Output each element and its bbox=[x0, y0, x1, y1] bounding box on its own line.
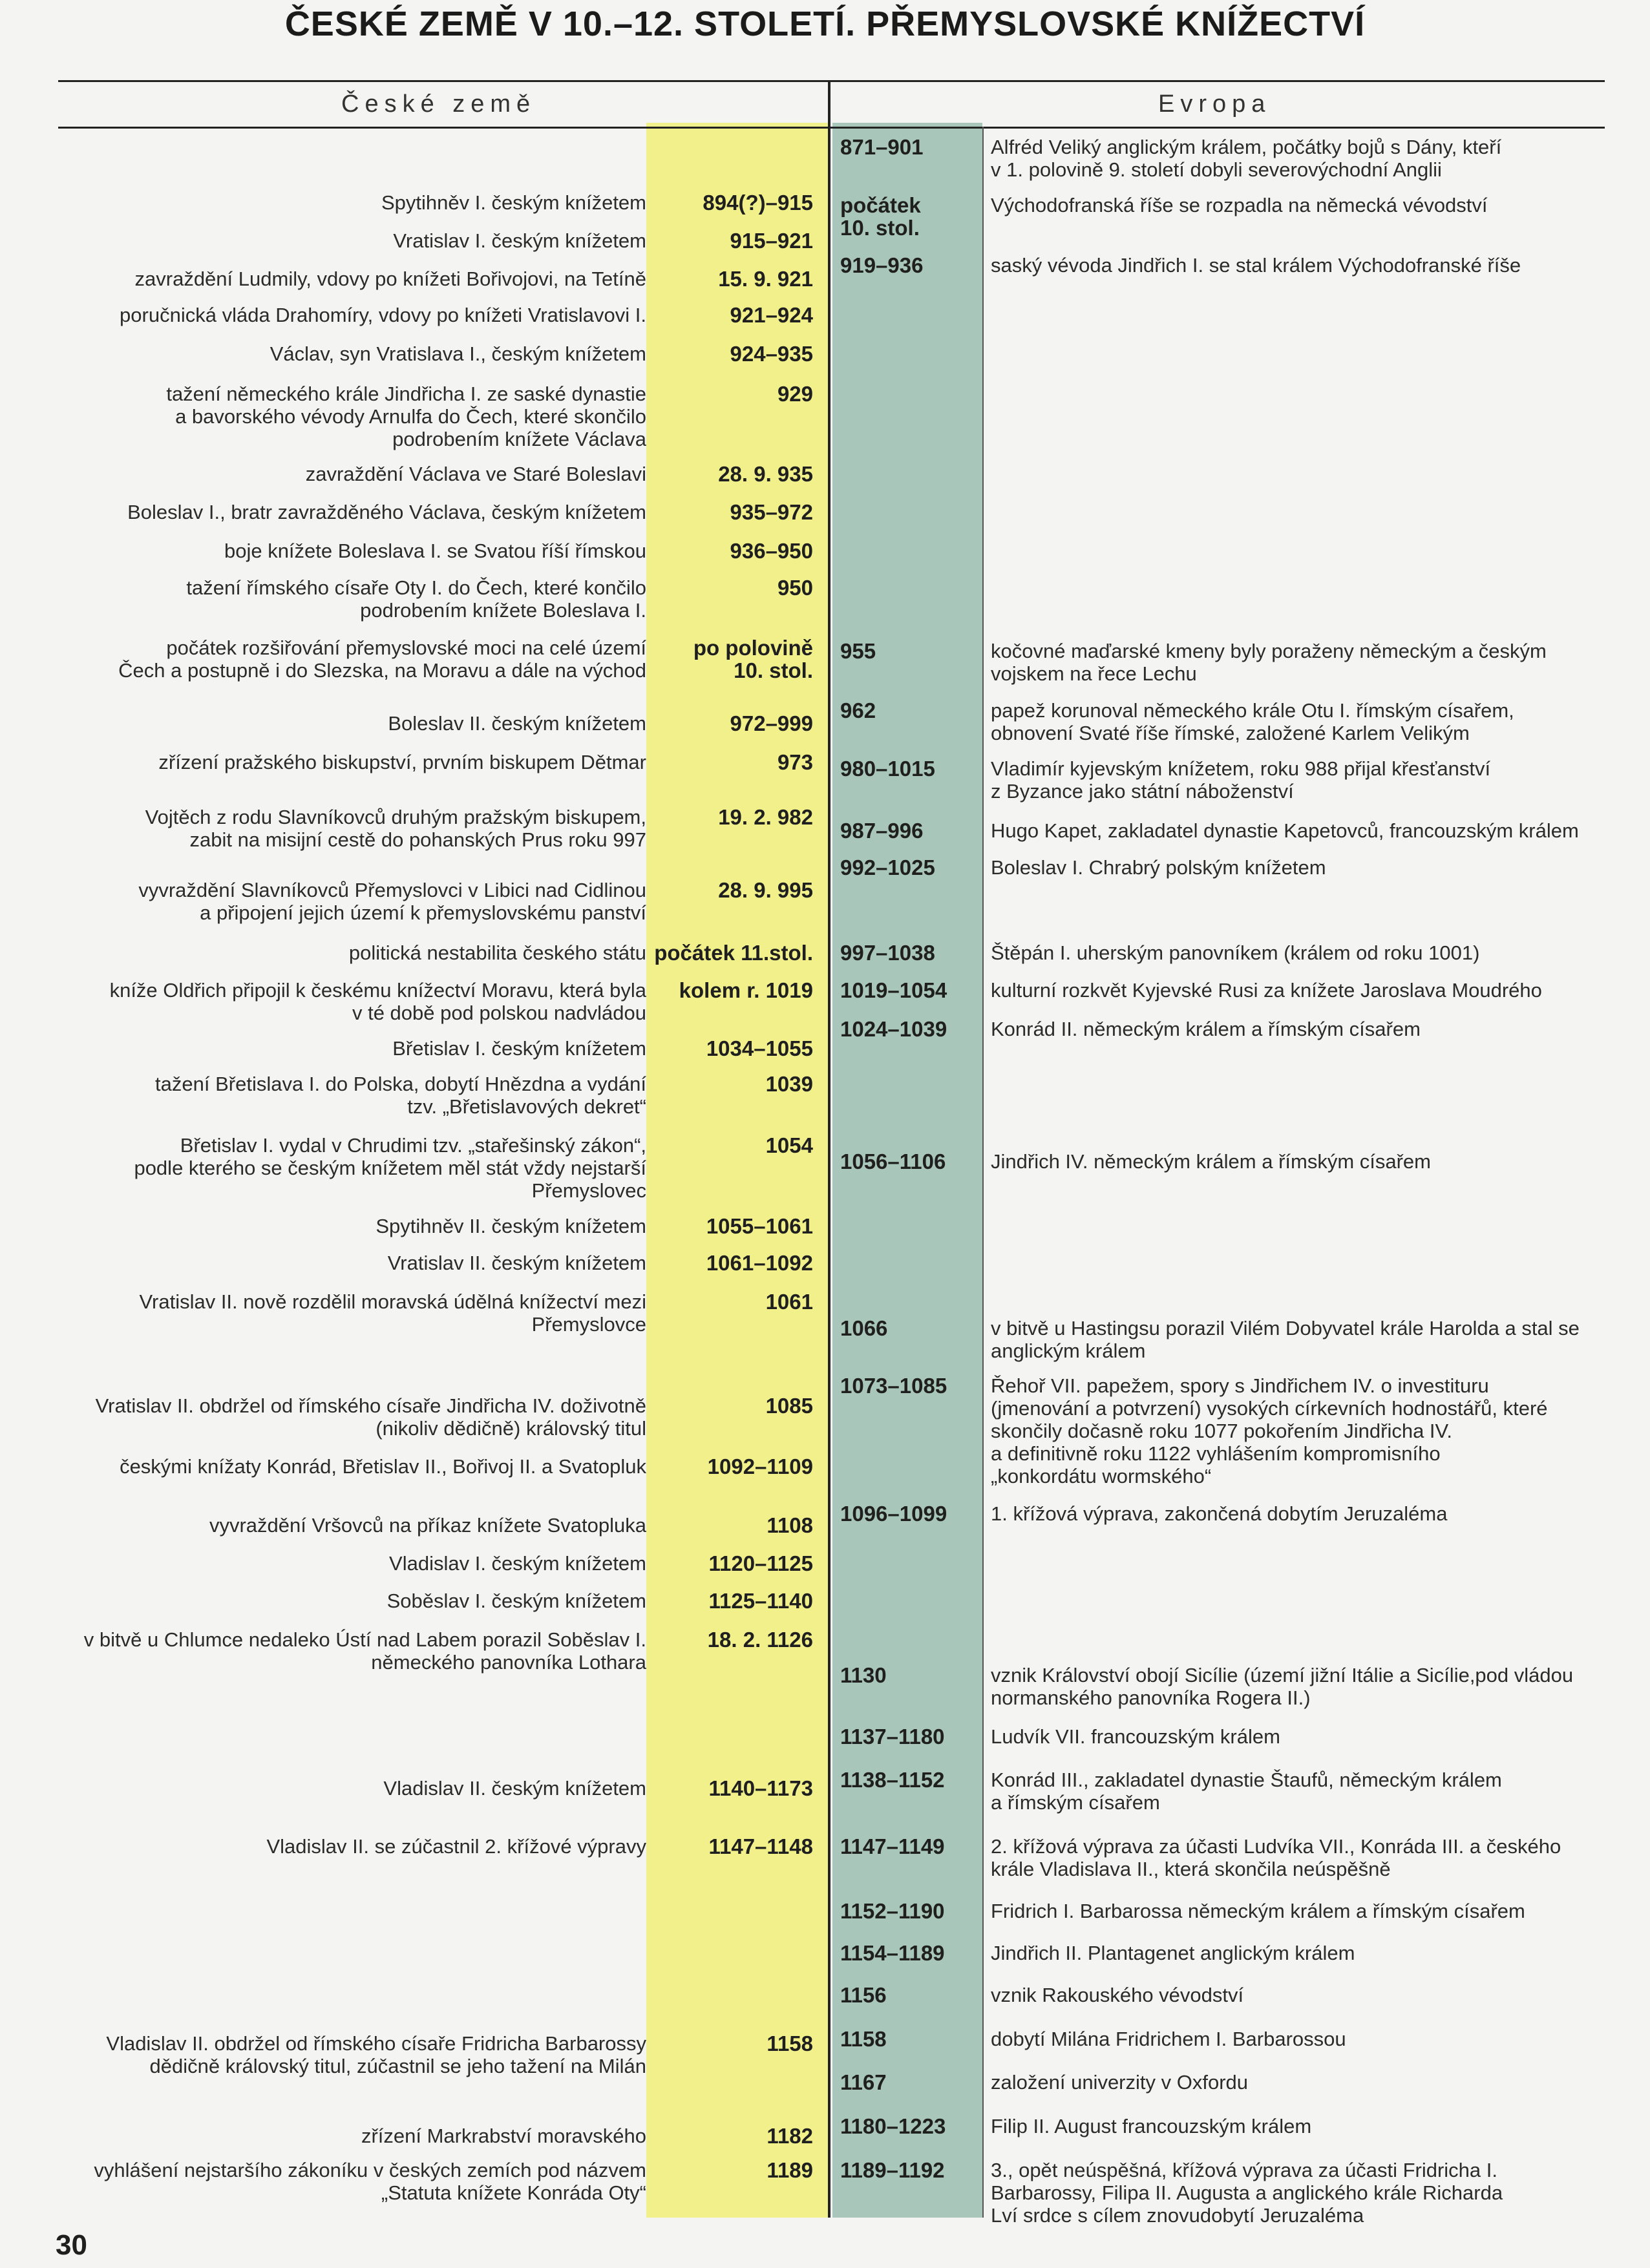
europe-event-text: vznik Rakouského vévodství bbox=[991, 1984, 1244, 2006]
czech-event-text: Vladislav I. českým knížetem bbox=[389, 1552, 646, 1575]
europe-event-date: 1154–1189 bbox=[840, 1941, 945, 1965]
header-europe: Evropa bbox=[1158, 90, 1271, 118]
europe-event-text: Východofranská říše se rozpadla na německá vévodství bbox=[991, 194, 1488, 216]
czech-event-date: 972–999 bbox=[730, 711, 813, 735]
czech-event-date: 936–950 bbox=[730, 539, 813, 563]
page-number: 30 bbox=[56, 2229, 87, 2261]
europe-event-date: 1019–1054 bbox=[840, 978, 947, 1002]
europe-event-date: 955 bbox=[840, 639, 876, 663]
czech-event-text: Spytihněv I. českým knížetem bbox=[381, 191, 646, 214]
europe-event-date: 962 bbox=[840, 698, 876, 722]
czech-event-date: 1108 bbox=[767, 1513, 813, 1537]
czech-event-text: vyhlášení nejstaršího zákoníku v českých zemích pod názvem „Statuta knížete Konráda Oty“ bbox=[94, 2159, 646, 2204]
europe-event-date: 1147–1149 bbox=[840, 1834, 945, 1858]
europe-event-text: 2. křížová výprava za účasti Ludvíka VII., Konráda III. a českého krále Vladislava II., která skončila neúspěšně bbox=[991, 1835, 1561, 1880]
czech-event-date: 1125–1140 bbox=[708, 1589, 813, 1613]
czech-event-text: zřízení pražského biskupství, prvním biskupem Dětmar bbox=[158, 751, 646, 773]
czech-event-text: Vojtěch z rodu Slavníkovců druhým pražským biskupem, zabit na misijní cestě do pohanských Prus roku 997 bbox=[145, 806, 646, 851]
czech-event-text: zavraždění Ludmily, vdovy po knížeti Bořivojovi, na Tetíně bbox=[134, 268, 646, 290]
europe-event-date: 1158 bbox=[840, 2027, 887, 2051]
czech-event-text: vyvraždění Slavníkovců Přemyslovci v Libici nad Cidlinou a připojení jejich území k přemyslovskému panství bbox=[138, 879, 646, 924]
czech-event-text: Vratislav II. nově rozdělil moravská údělná knížectví mezi Přemyslovce bbox=[139, 1290, 646, 1336]
czech-event-date: 19. 2. 982 bbox=[718, 805, 813, 829]
europe-event-date: 1137–1180 bbox=[840, 1725, 945, 1748]
europe-event-date: 1189–1192 bbox=[840, 2158, 945, 2182]
europe-event-text: Hugo Kapet, zakladatel dynastie Kapetovců, francouzským králem bbox=[991, 819, 1579, 842]
europe-event-text: Konrád II. německým králem a římským císařem bbox=[991, 1018, 1421, 1040]
czech-event-text: boje knížete Boleslava I. se Svatou říší římskou bbox=[224, 540, 646, 562]
czech-event-text: Václav, syn Vratislava I., českým knížetem bbox=[270, 342, 646, 365]
europe-event-text: dobytí Milána Fridrichem I. Barbarossou bbox=[991, 2028, 1346, 2050]
europe-event-text: Fridrich I. Barbarossa německým králem a římským císařem bbox=[991, 1900, 1525, 1922]
europe-event-text: saský vévoda Jindřich I. se stal králem Východofranské říše bbox=[991, 254, 1521, 277]
europe-event-text: papež korunoval německého krále Otu I. římským císařem, obnovení Svaté říše římské, založené Karlem Velikým bbox=[991, 699, 1514, 744]
czech-event-date: 935–972 bbox=[730, 500, 813, 524]
czech-event-date: 1120–1125 bbox=[708, 1551, 813, 1575]
czech-event-date: 973 bbox=[777, 750, 813, 774]
europe-event-date: 919–936 bbox=[840, 253, 924, 277]
czech-event-text: politická nestabilita českého státu bbox=[348, 941, 646, 964]
europe-event-date: 1167 bbox=[840, 2070, 887, 2094]
czech-event-date: po polovině 10. stol. bbox=[693, 636, 813, 682]
header-top-rule bbox=[58, 80, 1605, 82]
europe-event-text: založení univerzity v Oxfordu bbox=[991, 2071, 1249, 2094]
czech-event-date: 28. 9. 995 bbox=[718, 878, 813, 902]
europe-event-text: vznik Království obojí Sicílie (území jižní Itálie a Sicílie,pod vládou normanského panovníka Rogera II.) bbox=[991, 1664, 1574, 1709]
europe-event-text: Vladimír kyjevským knížetem, roku 988 přijal křesťanství z Byzance jako státní náboženství bbox=[991, 757, 1491, 803]
header-czech-lands: České země bbox=[341, 90, 536, 118]
czech-event-date: 950 bbox=[777, 576, 813, 600]
europe-event-text: v bitvě u Hastingsu porazil Vilém Dobyvatel krále Harolda a stal se anglickým králem bbox=[991, 1317, 1580, 1362]
czech-event-date: 929 bbox=[777, 382, 813, 406]
czech-event-date: 1054 bbox=[765, 1133, 813, 1157]
czech-event-date: 1034–1055 bbox=[706, 1036, 813, 1060]
europe-event-date: 1138–1152 bbox=[840, 1768, 945, 1792]
europe-event-date: 1130 bbox=[840, 1663, 887, 1687]
page-title: ČESKÉ ZEMĚ V 10.–12. STOLETÍ. PŘEMYSLOVSKÉ KNÍŽECTVÍ bbox=[284, 5, 1366, 43]
center-divider bbox=[828, 80, 830, 2218]
czech-event-date: 15. 9. 921 bbox=[718, 267, 813, 291]
czech-event-text: tažení Břetislava I. do Polska, dobytí Hnězdna a vydání tzv. „Břetislavových dekret“ bbox=[155, 1073, 646, 1118]
czech-event-text: tažení římského císaře Oty I. do Čech, které končilo podrobením knížete Boleslava I. bbox=[186, 576, 646, 622]
europe-event-text: Boleslav I. Chrabrý polským knížetem bbox=[991, 856, 1326, 879]
czech-event-date: 924–935 bbox=[730, 342, 813, 366]
czech-event-text: Vladislav II. se zúčastnil 2. křížové výpravy bbox=[266, 1835, 646, 1858]
czech-event-text: Vratislav II. českým knížetem bbox=[387, 1252, 646, 1274]
czech-event-text: počátek rozšiřování přemyslovské moci na celé území Čech a postupně i do Slezska, na Moravu a dále na východ bbox=[118, 636, 646, 682]
czech-event-text: Břetislav I. českým knížetem bbox=[392, 1037, 646, 1060]
europe-event-text: Štěpán I. uherským panovníkem (králem od roku 1001) bbox=[991, 941, 1480, 964]
czech-event-date: 1061–1092 bbox=[706, 1251, 813, 1275]
europe-event-text: 3., opět neúspěšná, křížová výprava za účasti Fridricha I. Barbarossy, Filipa II. Augusta a anglického krále Richarda Lví srdce s cílem znovudobytí Jeruzaléma bbox=[991, 2159, 1503, 2227]
europe-event-date: 1024–1039 bbox=[840, 1017, 947, 1041]
czech-event-date: 1092–1109 bbox=[707, 1454, 813, 1478]
czech-event-text: v bitvě u Chlumce nedaleko Ústí nad Labem porazil Soběslav I. německého panovníka Lothara bbox=[83, 1628, 646, 1674]
czech-event-date: 1140–1173 bbox=[708, 1776, 813, 1800]
europe-event-text: Alfréd Veliký anglickým králem, počátky bojů s Dány, kteří v 1. polovině 9. století dobyli severovýchodní Anglii bbox=[991, 136, 1502, 181]
czech-event-text: poručnická vláda Drahomíry, vdovy po knížeti Vratislavovi I. bbox=[120, 304, 646, 326]
czech-event-text: Vratislav I. českým knížetem bbox=[393, 229, 646, 252]
czech-event-text: Břetislav I. vydal v Chrudimi tzv. „stařešinský zákon“, podle kterého se českým knížetem měl stát vždy nejstarší Přemyslovec bbox=[134, 1134, 646, 1202]
czech-event-date: 1182 bbox=[767, 2124, 813, 2148]
europe-event-date: počátek 10. stol. bbox=[840, 193, 921, 240]
header-bottom-rule bbox=[58, 127, 1605, 129]
europe-event-date: 1056–1106 bbox=[840, 1150, 946, 1173]
europe-event-text: Jindřich II. Plantagenet anglickým králem bbox=[991, 1942, 1355, 1964]
left-dates-column bbox=[646, 123, 829, 2218]
czech-event-date: 1061 bbox=[765, 1290, 813, 1314]
czech-event-date: počátek 11.stol. bbox=[654, 941, 813, 965]
czech-event-text: vyvraždění Vršovců na příkaz knížete Svatopluka bbox=[209, 1514, 646, 1537]
europe-event-date: 1096–1099 bbox=[840, 1502, 947, 1526]
europe-event-date: 980–1015 bbox=[840, 757, 935, 781]
czech-event-text: Vratislav II. obdržel od římského císaře Jindřicha IV. doživotně (nikoliv dědičně) královský titul bbox=[95, 1394, 646, 1440]
czech-event-text: tažení německého krále Jindřicha I. ze saské dynastie a bavorského vévody Arnulfa do Čech, které skončilo podrobením knížete Václava bbox=[166, 383, 646, 450]
czech-event-date: 18. 2. 1126 bbox=[707, 1628, 813, 1652]
europe-event-date: 1180–1223 bbox=[840, 2114, 946, 2138]
czech-event-date: 28. 9. 935 bbox=[718, 462, 813, 486]
europe-event-text: Jindřich IV. německým králem a římským císařem bbox=[991, 1150, 1432, 1173]
europe-event-date: 1066 bbox=[840, 1316, 888, 1340]
europe-event-date: 1152–1190 bbox=[840, 1899, 945, 1923]
czech-event-date: 1085 bbox=[765, 1394, 813, 1418]
europe-event-text: Konrád III., zakladatel dynastie Štaufů, německým králem a římským císařem bbox=[991, 1769, 1502, 1814]
europe-event-text: Řehoř VII. papežem, spory s Jindřichem IV. o investituru (jmenování a potvrzení) vysokých církevních hodnostářů, které skončily dočasně roku 1077 pokořením Jindřicha IV. a definitivně roku 1122 vyhlášením kompromisního „konkordátu wormského“ bbox=[991, 1374, 1548, 1487]
czech-event-date: 1147–1148 bbox=[708, 1834, 813, 1858]
czech-event-text: Boleslav II. českým knížetem bbox=[388, 712, 646, 735]
czech-event-date: 1189 bbox=[767, 2158, 813, 2182]
europe-event-date: 871–901 bbox=[840, 135, 924, 159]
czech-event-text: českými knížaty Konrád, Břetislav II., Bořivoj II. a Svatopluk bbox=[120, 1455, 646, 1478]
czech-event-text: zřízení Markrabství moravského bbox=[361, 2125, 646, 2147]
europe-event-date: 1073–1085 bbox=[840, 1374, 947, 1398]
czech-event-text: Vladislav II. obdržel od římského císaře Fridricha Barbarossy dědičně královský titul, zúčastnil se jeho tažení na Milán bbox=[106, 2032, 646, 2077]
europe-event-date: 992–1025 bbox=[840, 856, 935, 879]
europe-event-date: 1156 bbox=[840, 1983, 887, 2007]
czech-event-date: 921–924 bbox=[730, 303, 813, 327]
czech-event-date: 1039 bbox=[765, 1072, 813, 1096]
czech-event-date: 1055–1061 bbox=[706, 1214, 813, 1238]
czech-event-text: Spytihněv II. českým knížetem bbox=[375, 1215, 646, 1237]
czech-event-date: 894(?)–915 bbox=[703, 191, 813, 215]
europe-event-text: kočovné maďarské kmeny byly poraženy německým a českým vojskem na řece Lechu bbox=[991, 640, 1547, 685]
czech-event-text: Soběslav I. českým knížetem bbox=[386, 1590, 646, 1612]
czech-event-text: Boleslav I., bratr zavražděného Václava, českým knížetem bbox=[127, 501, 646, 523]
czech-event-date: 1158 bbox=[767, 2032, 813, 2055]
europe-event-date: 987–996 bbox=[840, 819, 924, 843]
czech-event-text: kníže Oldřich připojil k českému knížectví Moravu, která byla v té době pod polskou nadvládou bbox=[109, 979, 646, 1024]
czech-event-date: kolem r. 1019 bbox=[679, 978, 813, 1002]
czech-event-text: Vladislav II. českým knížetem bbox=[383, 1777, 646, 1800]
czech-event-date: 915–921 bbox=[730, 229, 813, 253]
europe-event-text: Filip II. August francouzským králem bbox=[991, 2115, 1312, 2137]
europe-event-date: 997–1038 bbox=[840, 941, 935, 965]
czech-event-text: zavraždění Václava ve Staré Boleslavi bbox=[305, 463, 646, 485]
europe-event-text: kulturní rozkvět Kyjevské Rusi za knížete Jaroslava Moudrého bbox=[991, 979, 1542, 1002]
europe-event-text: Ludvík VII. francouzským králem bbox=[991, 1725, 1280, 1748]
europe-event-text: 1. křížová výprava, zakončená dobytím Jeruzaléma bbox=[991, 1502, 1448, 1525]
